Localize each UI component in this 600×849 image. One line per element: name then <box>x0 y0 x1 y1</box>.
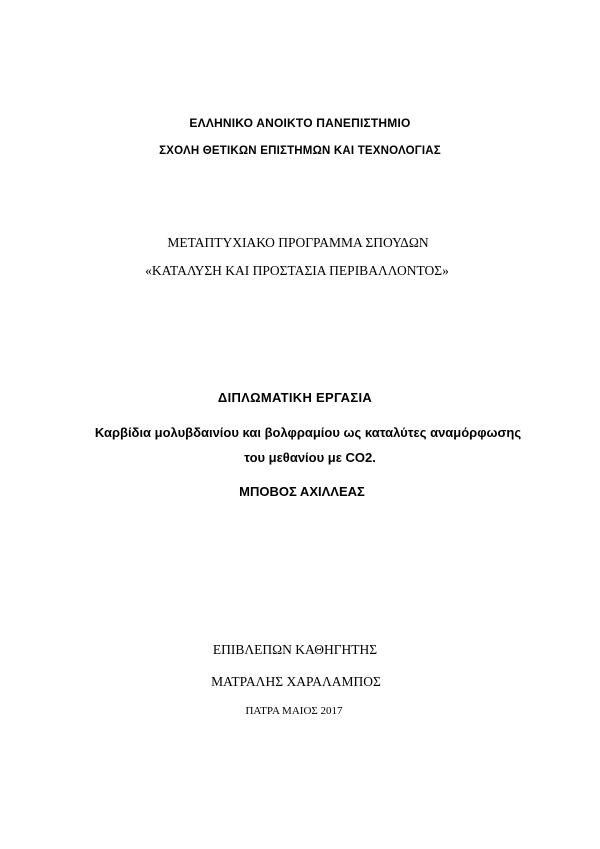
supervisor-name: ΜΑΤΡΑΛΗΣ ΧΑΡΑΛΑΜΠΟΣ <box>211 674 381 689</box>
supervisor-label: ΕΠΙΒΛΕΠΩΝ ΚΑΘΗΓΗΤΗΣ <box>212 642 378 657</box>
program-label: ΜΕΤΑΠΤΥΧΙΑΚΟ ΠΡΟΓΡΑΜΜΑ ΣΠΟΥΔΩΝ <box>167 235 429 250</box>
program-name: «ΚΑΤΑΛΥΣΗ ΚΑΙ ΠΡΟΣΤΑΣΙΑ ΠΕΡΙΒΑΛΛΟΝΤΟΣ» <box>145 263 449 278</box>
thesis-title-line-2: του μεθανίου με CO2. <box>244 450 376 465</box>
school-name: ΣΧΟΛΗ ΘΕΤΙΚΩΝ ΕΠΙΣΤΗΜΩΝ ΚΑΙ ΤΕΧΝΟΛΟΓΙΑΣ <box>159 145 441 157</box>
university-name: ΕΛΛΗΝΙΚΟ ΑΝΟΙΚΤΟ ΠΑΝΕΠΙΣΤΗΜΙΟ <box>189 116 411 130</box>
thesis-type: ΔΙΠΛΩΜΑΤΙΚΗ ΕΡΓΑΣΙΑ <box>217 390 373 405</box>
author-name: ΜΠΟΒΟΣ ΑΧΙΛΛΕΑΣ <box>239 484 365 499</box>
place-and-date: ΠΑΤΡΑ ΜΑΙΟΣ 2017 <box>245 705 343 717</box>
thesis-title-line-1: Καρβίδια μολυβδαινίου και βολφραμίου ως καταλύτες αναμόρφωσης <box>94 425 522 440</box>
